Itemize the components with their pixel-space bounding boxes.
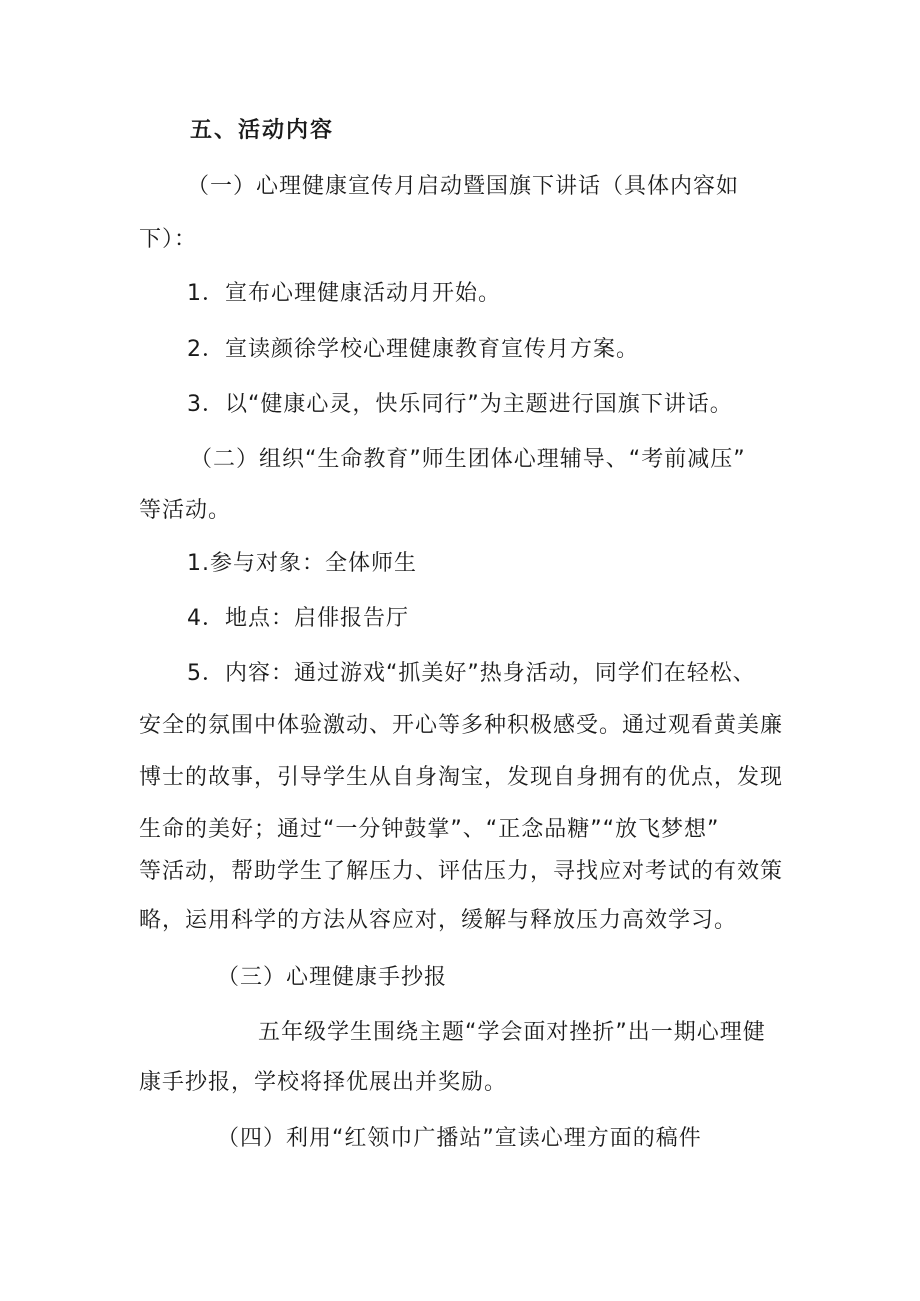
- content-line-4: 生命的美好；通过“一分钟鼓掌”、“正念品糖”“放飞梦想”: [139, 817, 720, 842]
- paragraph-line-4: 等活动。: [139, 498, 232, 523]
- list-item-content: 5．内容：通过游戏“抓美好”热身活动，同学们在轻松、: [187, 661, 756, 686]
- paragraph-line-1: （一）心理健康宣传月启动暨国旗下讲话（具体内容如: [187, 174, 740, 199]
- subsection-three: （三）心理健康手抄报: [217, 965, 448, 990]
- subsection-four: （四）利用“红领巾广播站”宣读心理方面的稿件: [217, 1126, 702, 1151]
- content-line-5: 等活动，帮助学生了解压力、评估压力，寻找应对考试的有效策: [139, 859, 784, 884]
- section-heading: 五、活动内容: [190, 118, 335, 143]
- content-line-3: 博士的故事，引导学生从自身淘宝，发现自身拥有的优点，发现: [139, 765, 784, 790]
- paragraph-line-5: 五年级学生围绕主题“学会面对挫折”出一期心理健: [258, 1020, 766, 1045]
- list-item-3: 3．以“健康心灵，快乐同行”为主题进行国旗下讲话。: [187, 392, 733, 417]
- list-item-participants: 1.参与对象：全体师生: [187, 551, 417, 576]
- list-item-location: 4．地点：启俳报告厅: [187, 606, 409, 631]
- content-line-2: 安全的氛围中体验激动、开心等多种积极感受。通过观看黄美廉: [139, 713, 784, 738]
- paragraph-line-2: 下）：: [139, 227, 198, 252]
- paragraph-line-3: （二）组织“生命教育”师生团体心理辅导、“考前减压”: [190, 447, 746, 472]
- list-item-1: 1．宣布心理健康活动月开始。: [187, 281, 501, 306]
- list-item-2: 2．宣读颜徐学校心理健康教育宣传月方案。: [187, 337, 639, 362]
- paragraph-line-6: 康手抄报，学校将择优展出并奖励。: [139, 1070, 508, 1095]
- content-line-6: 略，运用科学的方法从容应对，缓解与释放压力高效学习。: [139, 908, 738, 933]
